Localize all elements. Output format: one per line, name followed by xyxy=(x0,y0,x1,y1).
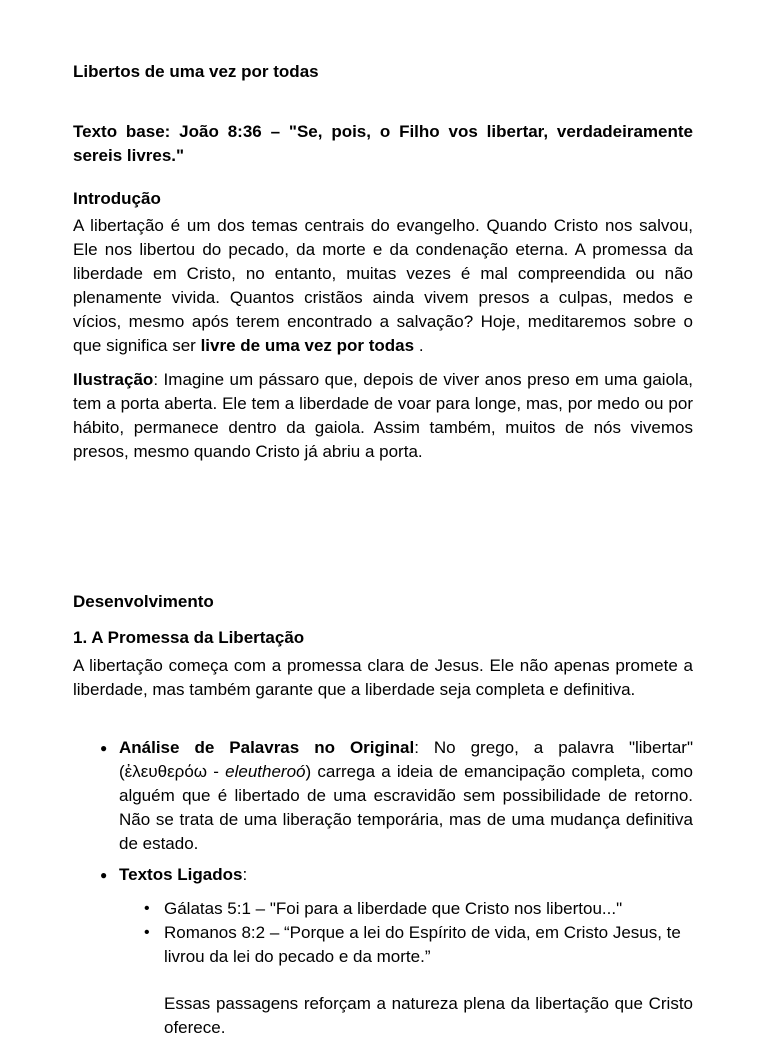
textos-ligados-list xyxy=(119,897,693,969)
bullet-icon: ● xyxy=(100,868,108,882)
list-item xyxy=(73,736,693,856)
introducao-end: . xyxy=(414,336,424,355)
section1-bullet-list xyxy=(73,736,693,856)
document-title: Libertos de uma vez por todas xyxy=(73,62,319,81)
sub-item-text: Gálatas 5:1 – "Foi para a liberdade que Cristo nos libertou..." xyxy=(164,899,623,918)
introducao-emphasis: livre de uma vez por todas xyxy=(200,336,415,355)
section1-heading: 1. A Promessa da Libertação xyxy=(73,628,305,647)
section1-bullet-list-2 xyxy=(73,863,693,887)
ilustracao-paragraph xyxy=(73,368,693,464)
introducao-text: A libertação é um dos temas centrais do evangelho. Quando Cristo nos salvou, Ele nos libertou do pecado, da morte e da condenação eterna. A promessa da liberdade em Cristo, no entanto, muitas vezes é mal compreendida ou não plenamente vivida. Quantos cristãos ainda vivem presos a culpas, medos e vícios, mesmo após terem encontrado a salvação? Hoje, meditaremos sobre o que significa ser xyxy=(73,216,693,355)
section1-paragraph: A libertação começa com a promessa clara de Jesus. Ele não apenas promete a liberdade, mas também garante que a liberdade seja completa e definitiva. xyxy=(73,656,693,699)
bullet-transliteration: eleutheroó xyxy=(225,762,306,781)
bullet-icon: • xyxy=(144,924,150,941)
ilustracao-label: Ilustração xyxy=(73,370,154,389)
bullet-label: Análise de Palavras no Original xyxy=(119,738,415,757)
bullet-icon: • xyxy=(144,900,150,917)
bullet-label: Textos Ligados xyxy=(119,865,243,884)
introducao-heading: Introdução xyxy=(73,189,161,208)
list-item xyxy=(119,897,693,921)
bullet-text: : No grego, a palavra "libertar" (ἐλευθερόω - xyxy=(119,738,693,781)
ilustracao-text: : Imagine um pássaro que, depois de viver anos preso em uma gaiola, tem a porta aberta. Ele tem a liberdade de voar para longe, mas, por medo ou por hábito, permanece dentro da gaiola. Assim também, muitos de nós vivemos presos, mesmo quando Cristo já abriu a porta. xyxy=(73,370,693,461)
bullet-icon: ● xyxy=(100,741,108,755)
section1-closing: Essas passagens reforçam a natureza plena da libertação que Cristo oferece. xyxy=(164,994,693,1037)
desenvolvimento-heading: Desenvolvimento xyxy=(73,592,214,611)
texto-base: Texto base: João 8:36 – "Se, pois, o Filho vos libertar, verdadeiramente sereis livres." xyxy=(73,122,693,165)
bullet-text-continued: ) carrega a ideia de emancipação completa, como alguém que é libertado de uma escravidão sem possibilidade de retorno. Não se trata de uma liberação temporária, mas de uma mudança definitiva de estado. xyxy=(119,762,694,853)
bullet-text: : xyxy=(242,865,248,884)
introducao-paragraph xyxy=(73,214,693,358)
list-item xyxy=(119,921,693,969)
sub-item-text: Romanos 8:2 – “Porque a lei do Espírito de vida, em Cristo Jesus, te livrou da lei do pecado e da morte.” xyxy=(164,923,681,966)
list-item xyxy=(73,863,693,887)
